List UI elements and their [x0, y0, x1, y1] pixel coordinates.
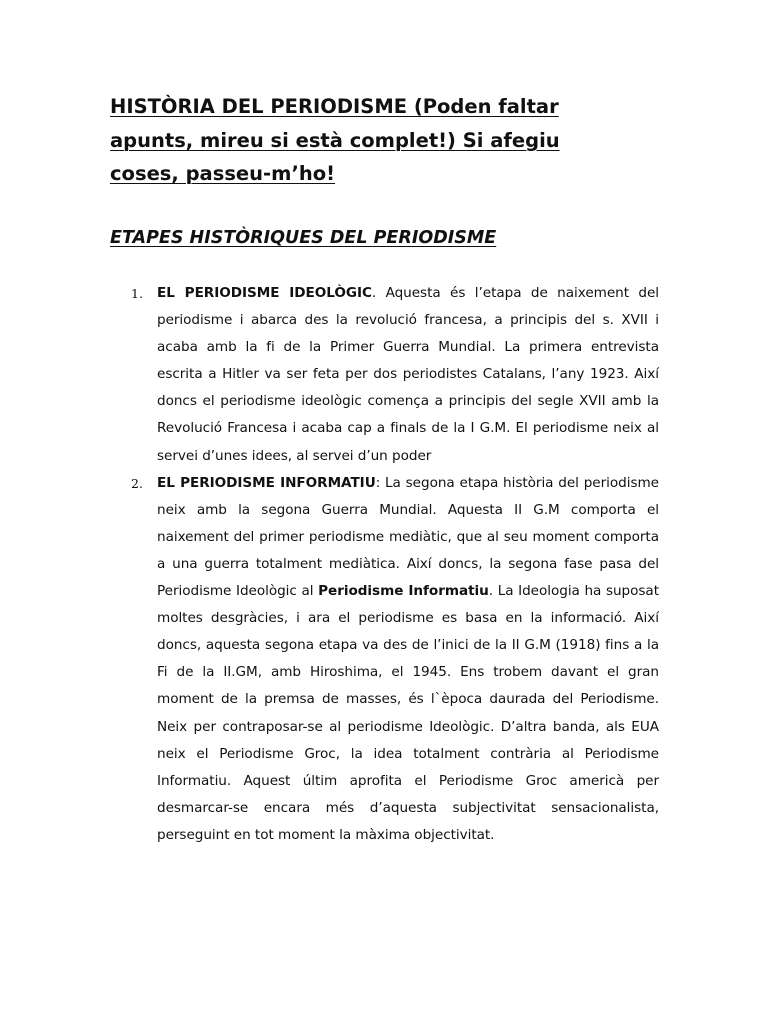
- document-title-line-3: coses, passeu-m’ho!: [110, 162, 336, 185]
- stage-number: 2.: [131, 475, 143, 491]
- stage-term: EL PERIODISME IDEOLÒGIC: [157, 285, 372, 301]
- stage-number: 1.: [131, 286, 143, 301]
- document-title: [110, 90, 610, 191]
- section-heading: ETAPES HISTÒRIQUES DEL PERIODISME: [110, 228, 497, 248]
- stage-description-part-1: : La segona etapa història del periodisme neix amb la segona Guerra Mundial. Aquesta II G.M comporta el naixement del primer periodisme mediàtic, que al seu moment comporta a una guerra totalment mediàtica. Així doncs, la segona fase pasa del Periodisme Ideològic al: [157, 474, 659, 600]
- document-title-line-1: HISTÒRIA DEL PERIODISME (Poden faltar: [110, 95, 559, 118]
- stages-list: [0, 280, 768, 849]
- stage-item-ideological: [0, 280, 768, 470]
- stage-description: . Aquesta és l’etapa de naixement del periodisme i abarca des la revolució francesa, a principis del s. XVII i acaba amb la fi de la Primer Guerra Mundial. La primera entrevista escrita a Hitler va ser feta per dos periodistes Catalans, l’any 1923. Així doncs el periodisme ideològic comença a principis del segle XVII amb la Revolució Francesa i acaba cap a finals de la I G.M. El periodisme neix al servei d’unes idees, al servei d’un poder: [157, 285, 660, 464]
- stage-description-part-2: . La Ideologia ha suposat moltes desgràcies, i ara el periodisme es basa en la informació. Així doncs, aquesta segona etapa va des de l’inici de la II G.M (1918) fins a la Fi de la II.GM, amb Hiroshima, el 1945. Ens trobem davant el gran moment de la premsa de masses, és l`època daurada del Periodisme. Neix per contraposar-se al periodisme Ideològic. D’altra banda, als EUA neix el Periodisme Groc, la idea totalment contrària al Periodisme Informatiu. Aquest últim aprofita el Periodisme Groc americà per desmarcar-se encara més d’aquesta subjectivitat sensacionalista, perseguint en tot moment la màxima objectivitat.: [157, 583, 659, 843]
- document-title-line-2: apunts, mireu si està complet!) Si afegiu: [110, 128, 560, 152]
- stage-item-informative: [0, 470, 768, 849]
- stage-paragraph: [157, 280, 659, 470]
- stage-term: EL PERIODISME INFORMATIU: [157, 474, 376, 491]
- stage-bold-phrase: Periodisme Informatiu: [318, 583, 489, 600]
- stage-paragraph: [157, 470, 659, 849]
